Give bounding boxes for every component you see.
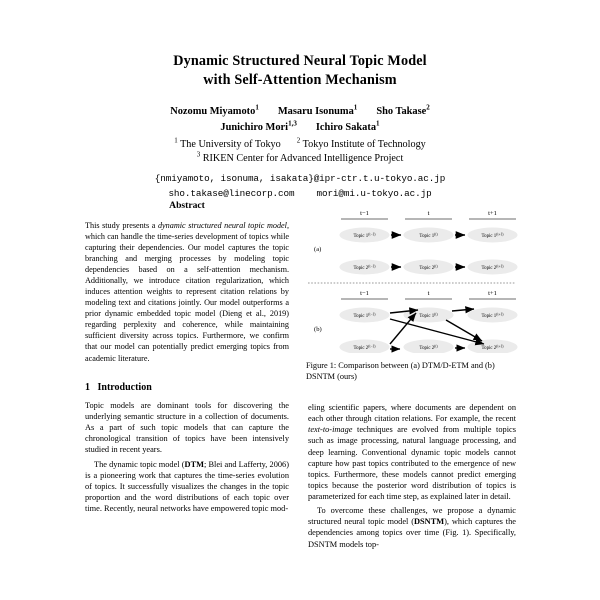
right-column [308,402,516,550]
right-p2-post: ), which captures the dependencies among topics over time (Fig. 1). Specifically, DSNTM models top- [308,517,516,549]
page-title [85,52,515,89]
svg-text:Topic 1(t−1): Topic $1^{(t-1)}$ [353,232,376,239]
right-paragraph-2 [308,505,516,550]
author-entry [170,106,259,117]
right-paragraph-continued [308,402,516,502]
svg-text:Topic 2(t+1): Topic $2^{(t+1)}$ [481,264,504,271]
intro-p2-pre: The dynamic topic model ( [94,459,185,469]
author-row-1 [0,104,600,119]
panel-b-group [314,290,518,353]
email-row-2 [0,186,600,201]
author-name: Ichiro Sakata [315,121,377,133]
right-p2-bold-term: DSNTM [414,517,445,527]
abstract-heading: Abstract [169,200,205,211]
section-spacer [85,364,289,381]
svg-text:Topic 1(t+1): Topic $1^{(t+1)}$ [481,312,504,319]
time-header-t: t [427,210,430,217]
time-header-t-minus-1-b: t−1 [360,290,369,297]
author-name: Junichiro Mori [220,121,289,133]
affiliation-name: Tokyo Institute of Technology [302,138,426,150]
right-p1-post: techniques are evolved from multiple topics such as image processing, natural language processing, and deep learning. Conventional dynamic topic models cannot capture how past topics contributed to the emergence of new topics. Furthermore, these models cannot predict emerging topics because the posterior word distribution of topics is parameterized for each time step, as explained later in detail. [308,425,516,501]
paper-title-line2: with Self-Attention Mechanism [203,71,397,88]
section-number: 1 [85,381,90,393]
svg-text:Topic 1(t): Topic 1$^{(t)}$ [419,312,438,319]
affiliation-row-2 [0,152,600,166]
author-affil-marker: 1 [255,104,259,112]
email-address[interactable]: mori@mi.u-tokyo.ac.jp [316,187,432,199]
time-header-t-plus-1: t+1 [488,210,497,217]
svg-text:Topic 1(t+1): Topic $1^{(t+1)}$ [481,232,504,239]
introduction-heading [85,381,289,394]
affiliation-list [0,138,600,167]
svg-text:Topic 2(t+1): Topic $2^{(t+1)}$ [481,344,504,351]
figure-caption-label: Figure 1: [306,361,337,370]
arrow-b-6 [446,320,482,341]
svg-text:Topic 2(t): Topic 2$^{(t)}$ [419,344,438,351]
affiliation-marker: 1 [174,137,178,145]
paper-title-line1: Dynamic Structured Neural Topic Model [173,53,427,69]
arrow-b-5 [452,309,474,311]
time-header-t-plus-1-b: t+1 [488,290,497,297]
svg-text:Topic 2(t): Topic 2$^{(t)}$ [419,264,438,271]
figure-1-svg [306,203,518,353]
author-affil-marker: 1 [376,119,380,128]
affiliation-entry [197,153,404,164]
author-affil-marker: 1 [353,104,358,112]
intro-paragraph-1: Topic models are dominant tools for discovering the underlying semantic structure in a collection of documents. As a part of such topic models that can capture the chronological transition of topics have been intensively studied in recent years. [85,400,289,455]
author-name: Sho Takase [376,106,427,118]
right-p1-emphasis: text-to-image [308,425,353,435]
right-p1-pre: eling scientific papers, where documents are dependent on each other through citation relations. For example, the recent [308,403,516,424]
figure-caption-text: Comparison between (a) DTM/D-ETM and (b) DSNTM (ours) [306,361,495,382]
abstract-text-pre: This study presents a [85,220,158,230]
affiliation-entry [174,139,281,150]
email-address[interactable]: sho.takase@linecorp.com [168,187,295,199]
svg-text:Topic 1(t−1): Topic $1^{(t-1)}$ [353,312,376,319]
abstract-body [85,220,289,364]
abstract-emphasis: dynamic structured neural topic model [157,220,287,230]
affiliation-marker: 2 [296,137,301,145]
affiliation-entry [297,139,426,150]
svg-text:Topic 2(t−1): Topic $2^{(t-1)}$ [353,344,376,351]
right-p2-pre: To overcome these challenges, we propose a dynamic structured neural topic model ( [308,506,516,527]
intro-paragraph-2 [85,459,289,515]
affiliation-row-1 [0,138,600,152]
author-name: Masaru Isonuma [277,106,354,118]
figure-1 [306,203,518,382]
figure-1-caption [306,360,514,382]
author-row-2 [0,120,600,135]
left-column [85,200,289,514]
figure-1-graphic [306,203,518,353]
title-block [0,0,600,201]
author-entry [220,119,297,133]
author-affil-marker: 2 [426,104,430,112]
intro-p2-bold-term: DTM [184,459,205,469]
affiliation-marker: 3 [196,151,201,159]
svg-text:Topic 2(t−1): Topic $2^{(t-1)}$ [353,264,376,271]
author-affil-marker: 1,3 [288,119,297,128]
svg-text:Topic 1(t): Topic 1$^{(t)}$ [419,232,438,239]
panel-b-label: (b) [314,326,322,333]
intro-p2-post: ; Blei and Lafferty, 2006) is a pioneering work that captures the time-series evolution of topics. It successfully visualizes the changes in the topic proportion and the word distributions of each topic over time. Recently, neural networks have empowered topic mod- [85,459,289,514]
author-entry [315,119,380,133]
author-name: Nozomu Miyamoto [170,106,256,118]
panel-a-group [314,210,518,275]
email-row-1 [0,171,600,186]
email-address[interactable]: {nmiyamoto, isonuma, isakata}@ipr-ctr.t.u-tokyo.ac.jp [154,172,446,184]
arrow-b-2 [390,313,416,344]
time-header-t-b: t [427,290,430,297]
abstract-paragraph [85,220,289,364]
section-title: Introduction [97,381,152,393]
author-entry [278,106,357,117]
panel-a-label: (a) [314,246,322,253]
affiliation-name: The University of Tokyo [180,138,281,150]
author-list [0,104,600,134]
author-entry [376,106,430,117]
time-header-t-minus-1: t−1 [360,210,369,217]
abstract-text-post: , which can handle the time-series development of topics while capturing their dependencies. Our model captures the topic branching and merging processes by modeling topic dependencies based on a self-attention mechanism. Additionally, we introduce citation regularization, which induces attention weights to represent citation relations by modeling text and citations jointly. Our model outperforms a prior dynamic embedded topic model (Dieng et al., 2019) regarding perplexity and coherence, while maintaining sufficient diversity across topics. Furthermore, we confirm that our model can potentially predict emerging topics from academic literature. [85,220,289,363]
affiliation-name: RIKEN Center for Advanced Intelligence Project [202,153,404,165]
email-list [0,171,600,202]
